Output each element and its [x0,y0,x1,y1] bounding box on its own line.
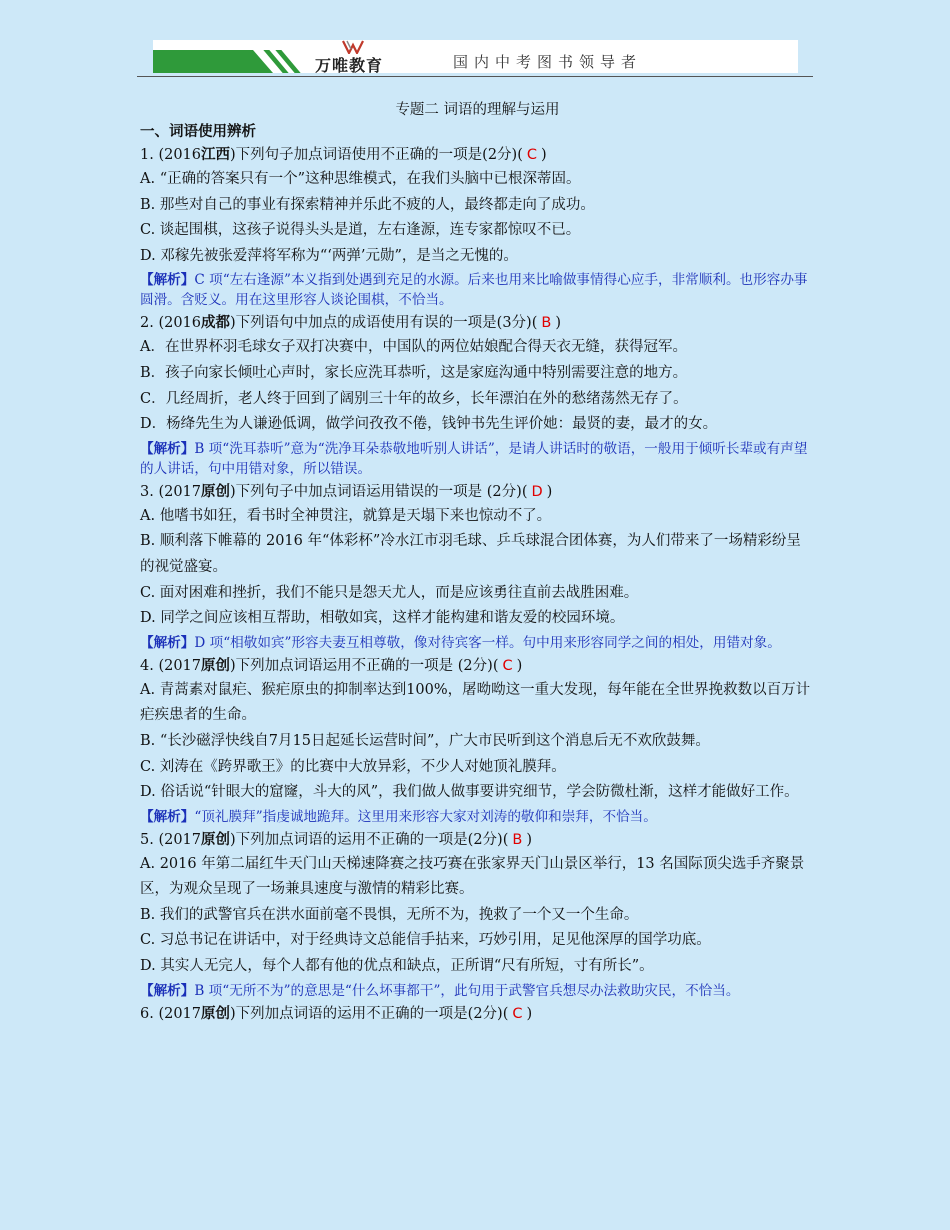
option-b: B. 我们的武警官兵在洪水面前毫不畏惧，无所不为，挽救了一个又一个生命。 [140,906,639,923]
answer-letter: B [541,315,552,332]
question-5 [140,828,815,1001]
option-d: D．杨绛先生为人谦逊低调，做学问孜孜不倦，钱钟书先生评价她：最贤的妻，最才的女。 [140,416,718,433]
option-a: A．在世界杯羽毛球女子双打决赛中，中国队的两位姑娘配合得天衣无缝，获得冠军。 [140,339,687,356]
question-2 [140,311,815,478]
header-slogan: 国内中考图书领导者 [453,53,643,71]
option-b: B. “长沙磁浮快线自7月15日起延长运营时间”，广大市民听到这个消息后无不欢欣鼓舞。 [140,732,710,749]
answer-close: ) [516,657,523,674]
question-number: 2. (2016 [140,315,202,332]
question-4 [140,654,815,827]
question-text: )下列语句中加点的成语使用有误的一项是(3分)( [230,315,538,332]
logo-text: 万唯教育 [315,56,384,75]
answer-close: ) [546,483,553,500]
answer-close: ) [555,315,561,332]
question-number: 6. (2017 [140,1005,202,1022]
question-source: 原创 [201,657,231,674]
option-a: A. 2016 年第二届红牛天门山天梯速降赛之技巧赛在张家界天门山景区举行，13 名国际顶尖选手齐聚景区，为观众呈现了一场兼具速度与激情的精彩比赛。 [140,855,805,898]
header-green-bar [153,50,253,73]
analysis [140,633,815,653]
question-number: 3. (2017 [140,483,202,500]
answer-close: ) [526,831,532,848]
analysis-tag: 【解析】 [140,982,195,999]
logo-mark-icon [341,40,365,54]
option-d: D. 俗话说“针眼大的窟窿，斗大的风”，我们做人做事要讲究细节，学会防微杜渐，这样才能做好工作。 [140,784,799,801]
question-source: 原创 [201,1005,231,1022]
analysis-text: “顶礼膜拜”指虔诚地跪拜。这里用来形容大家对刘涛的敬仰和崇拜，不恰当。 [194,808,657,825]
section-title: 一、词语使用辨析 [140,124,256,140]
question-number: 4. (2017 [140,657,202,674]
analysis-tag: 【解析】 [140,272,195,289]
question-stem [140,654,815,678]
question-number: 5. (2017 [140,831,202,848]
question-source: 成都 [201,315,231,332]
question-stem [140,828,815,852]
header-rule [137,76,813,77]
analysis [140,981,815,1001]
question-text: )下列句子中加点词语运用错误的一项是 (2分)( [230,483,528,500]
answer-close: ) [526,1005,533,1022]
answer-letter: C [512,1005,523,1022]
analysis-text: C 项“左右逢源”本义指到处遇到充足的水源。后来也用来比喻做事情得心应手，非常顺利。也形容办事圆滑。含贬义。用在这里形容人谈论围棋，不恰当。 [140,272,808,309]
option-a: A. 青蒿素对鼠疟、猴疟原虫的抑制率达到100%，屠呦呦这一重大发现，每年能在全世界挽救数以百万计疟疾患者的生命。 [140,681,811,724]
analysis-tag: 【解析】 [140,634,195,651]
option-d: D. 邓稼先被张爱萍将军称为“‘两弹’元勋”，是当之无愧的。 [140,247,518,264]
question-stem [140,480,815,504]
question-text: )下列加点词语运用不正确的一项是 (2分)( [230,657,499,674]
analysis-text: B 项“无所不为”的意思是“什么坏事都干”，此句用于武警官兵想尽办法救助灾民，不恰当。 [194,982,740,999]
analysis-tag: 【解析】 [140,440,195,457]
option-c: C. 面对困难和挫折，我们不能只是怨天尤人，而是应该勇往直前去战胜困难。 [140,584,639,601]
answer-letter: C [502,657,513,674]
question-text: )下列加点词语的运用不正确的一项是(2分)( [230,1005,509,1022]
question-stem [140,143,815,167]
analysis-text: B 项“洗耳恭听”意为“洗净耳朵恭敬地听别人讲话”，是请人讲话时的敬语，一般用于倾听长辈或有声望的人讲话，句中用错对象，所以错误。 [140,440,808,477]
answer-letter: C [526,147,537,163]
option-b: B．孩子向家长倾吐心声时，家长应洗耳恭听，这是家庭沟通中特别需要注意的地方。 [140,364,688,381]
question-text: )下列句子加点词语使用不正确的一项是(2分)( [230,147,523,163]
question-source: 原创 [201,831,231,848]
question-6 [140,1002,815,1026]
page-header [153,40,798,73]
option-c: C. 刘涛在《跨界歌王》的比赛中大放异彩，不少人对她顶礼膜拜。 [140,758,566,775]
option-d: D. 同学之间应该相互帮助，相敬如宾，这样才能构建和谐友爱的校园环境。 [140,610,625,627]
question-source: 原创 [201,483,231,500]
question-text: )下列加点词语的运用不正确的一项是(2分)( [230,831,509,848]
question-3 [140,480,815,653]
answer-letter: D [531,483,543,500]
option-c: C. 习总书记在讲话中，对于经典诗文总能信手拈来，巧妙引用，足见他深厚的国学功底。 [140,932,711,949]
option-b: B. 顺利落下帷幕的 2016 年“体彩杯”冷水江市羽毛球、乒乓球混合团体赛，为人们带来了一场精彩纷呈的视觉盛宴。 [140,533,801,575]
option-c: C．几经周折，老人终于回到了阔别三十年的故乡，长年漂泊在外的愁绪荡然无存了。 [140,390,688,407]
answer-letter: B [512,831,523,848]
option-c: C. 谈起围棋，这孩子说得头头是道，左右逢源，连专家都惊叹不已。 [140,222,581,239]
question-stem [140,311,815,335]
option-a: A. 他嗜书如狂，看书时全神贯注，就算是天塌下来也惊动不了。 [140,507,552,524]
question-number: 1. (2016 [140,147,202,163]
analysis-tag: 【解析】 [140,808,195,825]
question-1 [140,143,815,310]
question-stem [140,1002,815,1026]
question-source: 江西 [201,147,231,163]
option-d: D. 其实人无完人，每个人都有他的优点和缺点，正所谓“尺有所短，寸有所长”。 [140,958,654,975]
option-b: B. 那些对自己的事业有探索精神并乐此不疲的人，最终都走向了成功。 [140,196,595,213]
analysis [140,439,815,479]
analysis-text: D 项“相敬如宾”形容夫妻互相尊敬，像对待宾客一样。句中用来形容同学之间的相处，用错对象。 [194,634,781,651]
answer-close: ) [541,147,547,163]
document-body [140,98,815,1026]
option-a: A. “正确的答案只有一个”这种思维模式，在我们头脑中已根深蒂固。 [140,171,581,187]
analysis [140,807,815,827]
analysis [140,270,815,310]
page-title: 专题二 词语的理解与运用 [395,102,560,118]
